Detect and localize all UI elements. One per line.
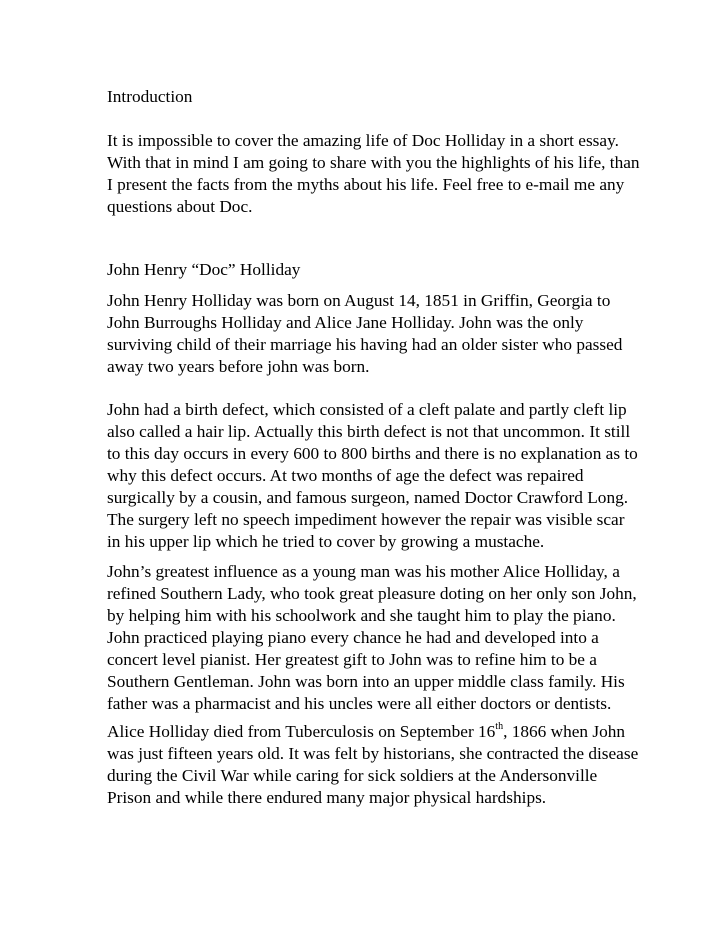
paragraph-mother-influence <box>107 561 697 715</box>
text-line: during the Civil War while caring for sick soldiers at the Andersonville <box>107 766 598 785</box>
text-line: surviving child of their marriage his having had an older sister who passed <box>107 335 623 354</box>
text-line: surgically by a cousin, and famous surgeon, named Doctor Crawford Long. <box>107 488 629 507</box>
text-line: It is impossible to cover the amazing life of Doc Holliday in a short essay. <box>107 131 619 150</box>
paragraph-mother-death <box>107 721 697 809</box>
paragraph-birth-defect <box>107 399 697 553</box>
superscript-th: th <box>495 721 504 733</box>
text-line: John Burroughs Holliday and Alice Jane Holliday. John was the only <box>107 313 584 332</box>
text-line: refined Southern Lady, who took great pleasure doting on her only son John, <box>107 584 637 603</box>
text-line: also called a hair lip. Actually this birth defect is not that uncommon. It still <box>107 422 631 441</box>
paragraph-birth <box>107 290 697 378</box>
section-heading: John Henry “Doc” Holliday <box>107 260 301 279</box>
text-line: I present the facts from the myths about his life. Feel free to e-mail me any <box>107 175 625 194</box>
text-line: to this day occurs in every 600 to 800 births and there is no explanation as to <box>107 444 638 463</box>
intro-heading: Introduction <box>107 87 193 106</box>
intro-paragraph <box>107 130 697 218</box>
text-line: The surgery left no speech impediment however the repair was visible scar <box>107 510 625 529</box>
text-line: With that in mind I am going to share with you the highlights of his life, than <box>107 153 640 172</box>
text-line: John Henry Holliday was born on August 14, 1851 in Griffin, Georgia to <box>107 291 611 310</box>
text-line: John practiced playing piano every chance he had and developed into a <box>107 628 599 647</box>
text-line: questions about Doc. <box>107 197 253 216</box>
text-line: John had a birth defect, which consisted of a cleft palate and partly cleft lip <box>107 400 627 419</box>
text-line: Prison and while there endured many major physical hardships. <box>107 788 547 807</box>
text-line: was just fifteen years old. It was felt by historians, she contracted the disease <box>107 744 639 763</box>
text-line: in his upper lip which he tried to cover by growing a mustache. <box>107 532 545 551</box>
text-line: concert level pianist. Her greatest gift to John was to refine him to be a <box>107 650 597 669</box>
text-line: John’s greatest influence as a young man was his mother Alice Holliday, a <box>107 562 620 581</box>
text-line: away two years before john was born. <box>107 357 370 376</box>
text-line: Alice Holliday died from Tuberculosis on September 16th, 1866 when John <box>107 721 626 741</box>
text-line: Southern Gentleman. John was born into an upper middle class family. His <box>107 672 625 691</box>
text-line: by helping him with his schoolwork and she taught him to play the piano. <box>107 606 616 625</box>
text-line: father was a pharmacist and his uncles were all either doctors or dentists. <box>107 694 612 713</box>
text-line: why this defect occurs. At two months of age the defect was repaired <box>107 466 584 485</box>
